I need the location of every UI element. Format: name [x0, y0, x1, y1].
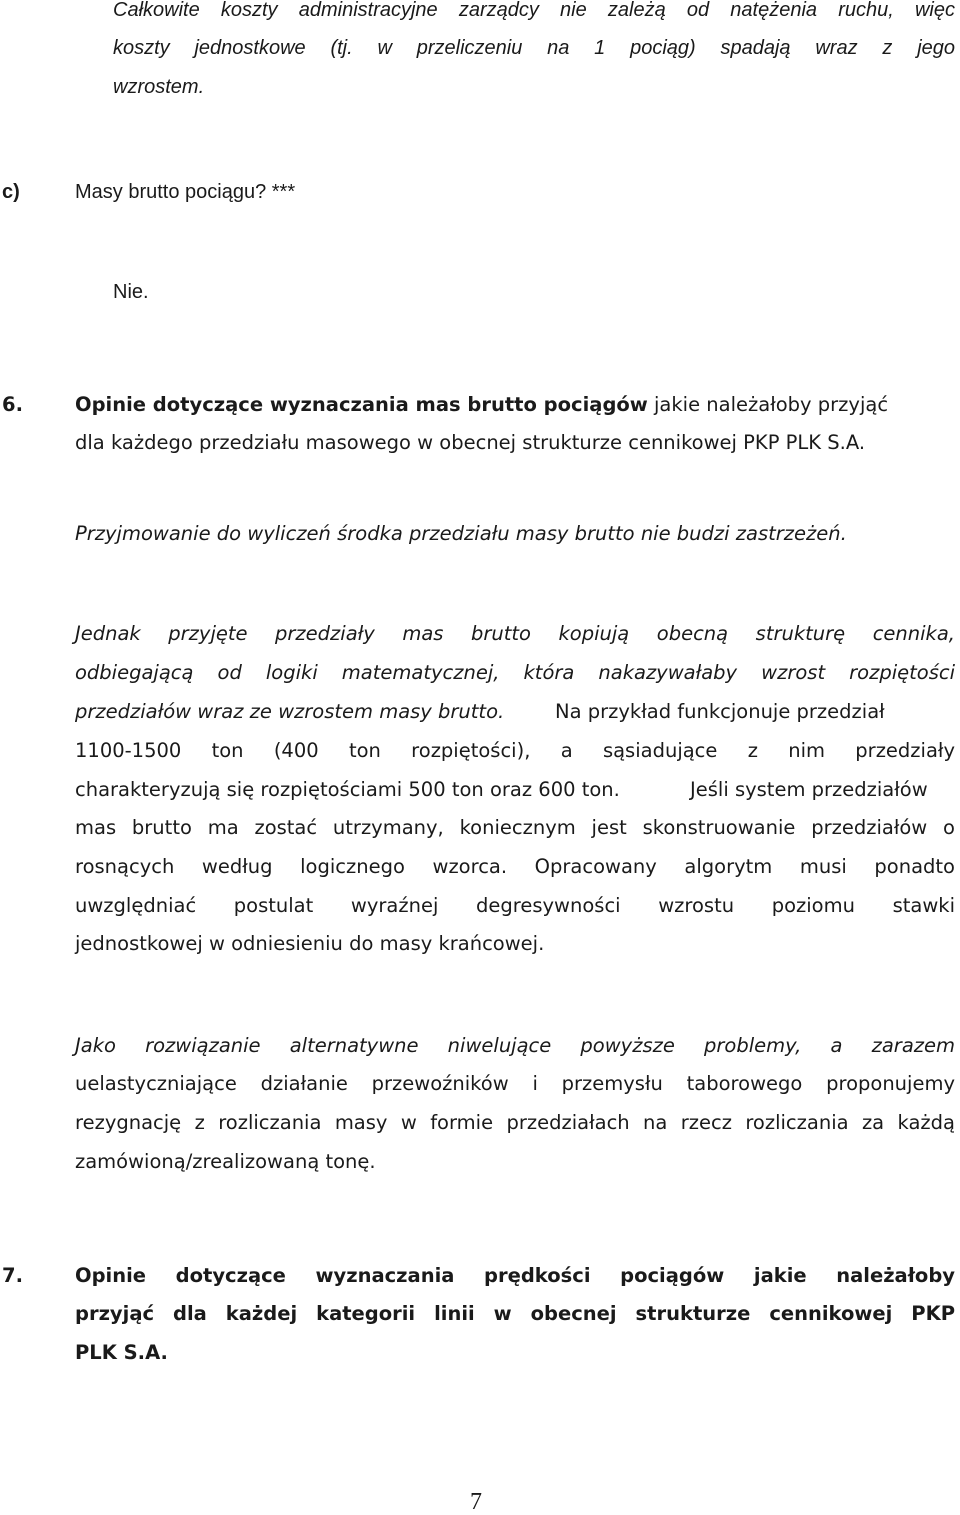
item-6-number: 6.: [2, 393, 23, 416]
para2-line-3b: Na przykład funkcjonuje przedział: [555, 700, 885, 723]
item-6-answer-1: Przyjmowanie do wyliczeń środka przedziału masy brutto nie budzi zastrzeżeń.: [75, 522, 847, 545]
item-c-answer: Nie.: [113, 281, 149, 303]
para2-line-4: 1100-1500 ton (400 ton rozpiętości), a sąsiadujące z nim przedziały: [75, 739, 955, 762]
para2-line-8: uwzględniać postulat wyraźnej degresywności wzrostu poziomu stawki: [75, 894, 955, 917]
item-c-marker: c): [2, 181, 20, 203]
item-c-question: Masy brutto pociągu? ***: [75, 181, 296, 203]
para2-line-5b: Jeśli system przedziałów: [690, 778, 928, 801]
para2-line-6: mas brutto ma zostać utrzymany, koniecznym jest skonstruowanie przedziałów o: [75, 816, 955, 839]
para3-line-4: zamówioną/zrealizowaną tonę.: [75, 1150, 376, 1173]
top-paragraph-line-2: koszty jednostkowe (tj. w przeliczeniu na 1 pociąg) spadają wraz z jego: [113, 37, 955, 59]
para2-line-1: Jednak przyjęte przedziały mas brutto kopiują obecną strukturę cennika,: [75, 622, 955, 645]
item-7-heading-line-1: Opinie dotyczące wyznaczania prędkości pociągów jakie należałoby: [75, 1264, 955, 1287]
top-paragraph-line-3: wzrostem.: [113, 76, 205, 98]
item-7-heading-line-2: przyjąć dla każdej kategorii linii w obecnej strukturze cennikowej PKP: [75, 1302, 955, 1325]
page-number: 7: [470, 1489, 482, 1515]
para2-line-7: rosnących według logicznego wzorca. Opracowany algorytm musi ponadto: [75, 855, 955, 878]
item-6-heading-line-2: dla każdego przedziału masowego w obecnej strukturze cennikowej PKP PLK S.A.: [75, 431, 866, 454]
para2-line-5a: charakteryzują się rozpiętościami 500 ton oraz 600 ton.: [75, 778, 620, 801]
item-6-heading-bold: Opinie dotyczące wyznaczania mas brutto pociągów: [75, 393, 648, 416]
item-6-heading-rest: jakie należałoby przyjąć: [654, 393, 889, 416]
para3-line-1: Jako rozwiązanie alternatywne niwelujące powyższe problemy, a zarazem: [75, 1034, 955, 1057]
para2-line-9: jednostkowej w odniesieniu do masy krańcowej.: [75, 932, 545, 955]
item-6-heading-line-1: [75, 393, 888, 417]
item-7-heading-line-3: PLK S.A.: [75, 1341, 168, 1364]
para2-line-2: odbiegającą od logiki matematycznej, która nakazywałaby wzrost rozpiętości: [75, 661, 955, 684]
para2-line-3a: przedziałów wraz ze wzrostem masy brutto.: [75, 700, 505, 723]
item-7-number: 7.: [2, 1264, 23, 1287]
para3-line-3: rezygnację z rozliczania masy w formie przedziałach na rzecz rozliczania za każdą: [75, 1111, 955, 1134]
top-paragraph-line-1: Całkowite koszty administracyjne zarządcy nie zależą od natężenia ruchu, więc: [113, 0, 955, 21]
para3-line-2: uelastyczniające działanie przewoźników i przemysłu taborowego proponujemy: [75, 1072, 955, 1095]
